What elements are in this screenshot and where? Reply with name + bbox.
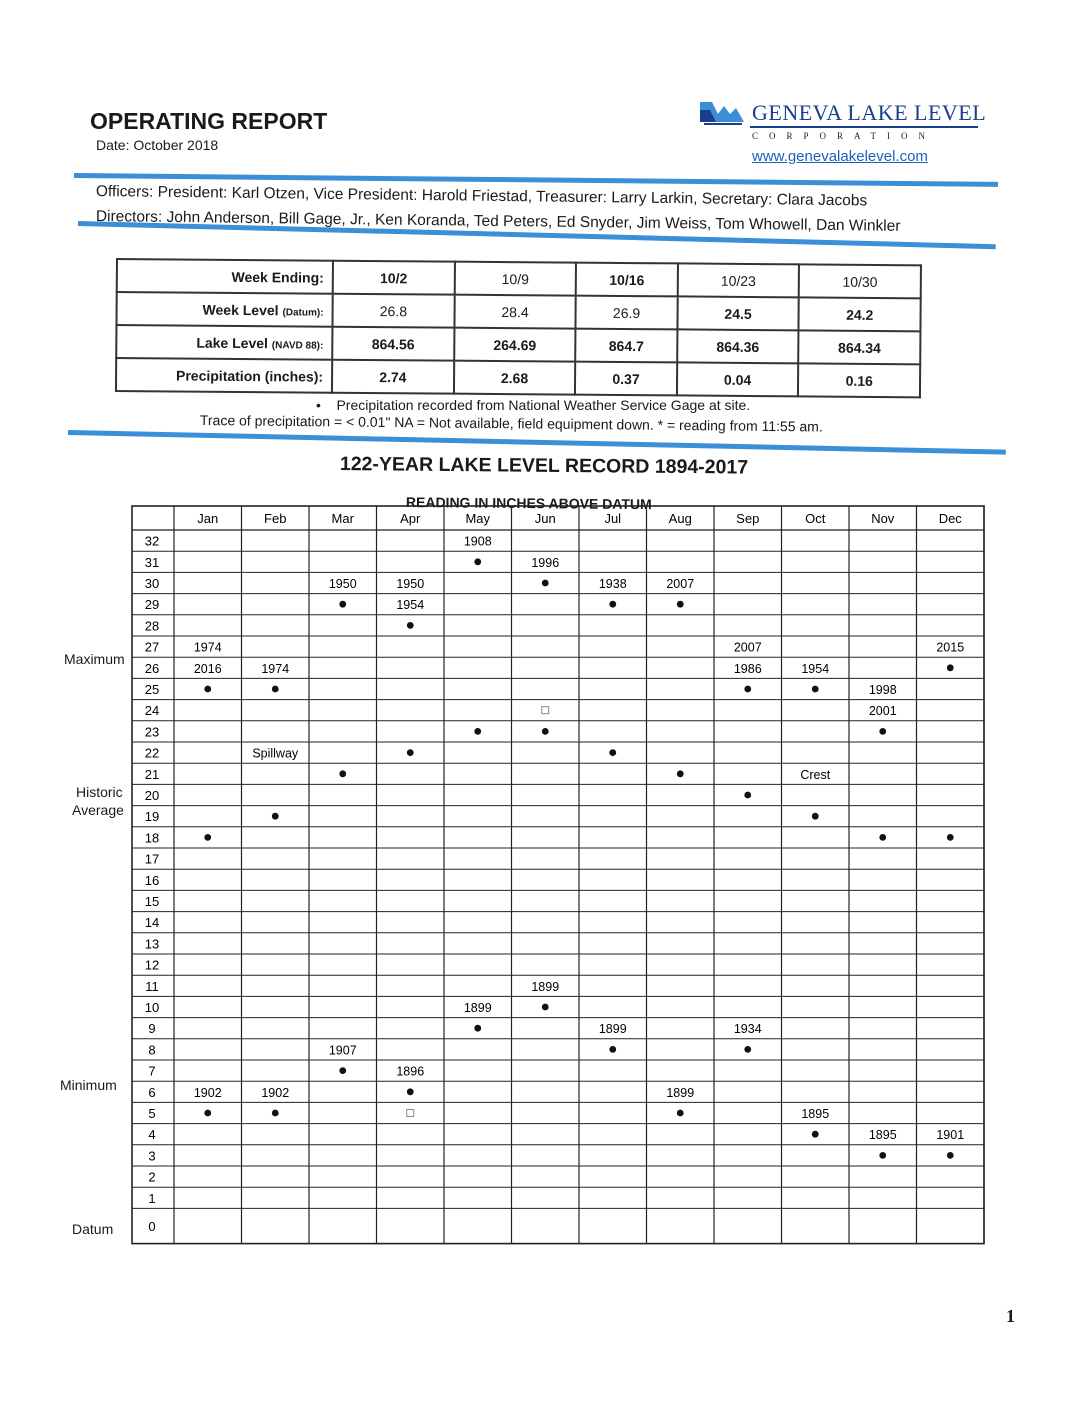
month-header: Jul [604,511,622,526]
officers-line: Officers: President: Karl Otzen, Vice President: Harold Friestad, Treasurer: Larry Larkin, Secretary: Clara Jacobs [95,183,868,210]
maximum-year-label: 1986 [733,661,762,676]
week-ending-cell: 10/2 [333,261,455,295]
maximum-point [744,686,751,693]
month-header: May [465,511,491,526]
y-tick-label: 5 [148,1106,156,1121]
average-point [744,792,751,799]
y-tick-label: 22 [144,745,160,761]
month-header: Oct [805,511,826,526]
lake-level-label [116,325,332,360]
month-header: Aug [668,511,692,526]
week-level-cell: 28.4 [454,295,576,329]
datum-label: Datum [72,1221,114,1237]
y-tick-label: 7 [148,1063,156,1079]
maximum-point [272,686,279,693]
month-header: Feb [264,511,287,526]
maximum-year-label: 2007 [733,640,762,655]
minimum-year-label: 1902 [261,1085,290,1100]
website-link[interactable]: www.genevalakelevel.com [752,148,928,165]
maximum-year-label: 1938 [598,577,627,591]
minimum-year-label: 1895 [801,1107,830,1121]
record-title: 122-YEAR LAKE LEVEL RECORD 1894-2017 [339,453,749,479]
maximum-point [947,664,954,671]
month-header: Apr [400,511,421,526]
precipitation-source-text: Precipitation recorded from National Weather Service Gage at site. [336,397,751,413]
average-point [609,749,616,756]
y-tick-label: 0 [148,1219,156,1234]
month-header: Jun [534,511,556,526]
y-tick-label: 11 [145,978,159,994]
month-header: Sep [736,511,760,526]
maximum-point [879,728,886,735]
page-number: 1 [1006,1306,1015,1326]
y-tick-label: 13 [144,936,160,952]
chart-grid [132,506,984,1244]
month-header: Mar [331,511,354,526]
y-tick-label: 24 [144,703,160,719]
week-level-cell: 24.2 [799,297,921,331]
y-tick-label: 8 [148,1042,156,1058]
maximum-point [677,601,684,608]
minimum-point [812,1131,819,1138]
week-level-unit: (Datum): [282,306,324,319]
minimum-label: Minimum [60,1077,117,1093]
average-point [204,834,211,841]
maximum-year-label: 1998 [868,683,897,697]
y-tick-label: 1 [148,1190,156,1206]
average-point [812,813,819,820]
precipitation-cell: 0.16 [798,363,920,397]
minimum-point [609,1046,616,1053]
minimum-point [407,1088,414,1095]
lake-level-cell: 864.36 [677,329,799,363]
precipitation-source-note [316,397,750,413]
minimum-year-label: 1899 [666,1085,695,1100]
lake-level-label-text: Lake Level [196,334,269,351]
average-label: Average [72,802,124,818]
week-level-label [116,292,332,327]
week-level-cell: 26.8 [332,294,454,328]
minimum-point [204,1110,211,1117]
minimum-point [474,1025,481,1032]
maximum-year-label: 1974 [193,640,222,655]
week-ending-cell: 10/23 [677,263,799,297]
minimum-point [744,1046,751,1053]
y-tick-label: 21 [144,766,160,782]
maximum-point [339,601,346,608]
month-header: Dec [938,511,962,526]
minimum-point [947,1152,954,1159]
minimum-year-label: 1899 [463,1001,492,1015]
average-point [474,728,481,735]
annotation-label: Spillway [252,746,299,761]
y-tick-label: 28 [144,618,160,634]
maximum-point [204,686,211,693]
average-point [272,813,279,820]
month-header: Jan [197,511,219,526]
divider-bar-lower [68,430,1006,455]
weekly-readings-table [115,258,922,398]
minimum-point [677,1110,684,1117]
logo-rule [750,126,978,128]
logo-company-name: GENEVA LAKE LEVEL [752,100,987,125]
maximum-point [609,601,616,608]
report-date: Date: October 2018 [96,137,219,153]
minimum-point [879,1152,886,1159]
maximum-point [542,580,549,587]
y-tick-label: 20 [144,788,160,803]
minimum-point [339,1067,346,1074]
minimum-year-label: 1902 [193,1085,222,1100]
maximum-label: Maximum [64,651,125,667]
maximum-year-label: 1974 [261,661,290,676]
y-tick-label: 16 [144,872,160,888]
open-marker [407,1110,414,1117]
week-level-cell: 26.9 [576,296,678,330]
historic-label: Historic [76,784,123,800]
precipitation-cell: 2.74 [332,360,454,394]
lake-level-record-chart [128,500,988,1275]
y-tick-label: 30 [144,576,160,591]
minimum-point [542,1004,549,1011]
maximum-year-label: 1954 [801,661,830,676]
minimum-year-label: 1901 [936,1128,965,1143]
open-marker [542,707,549,714]
y-tick-label: 25 [144,682,160,697]
minimum-year-label: 1895 [868,1128,897,1143]
y-tick-label: 18 [144,830,160,846]
maximum-point [812,686,819,693]
chart-subtitle: READING IN INCHES ABOVE DATUM [405,494,652,513]
minimum-year-label: 1899 [531,979,560,994]
week-level-label-text: Week Level [202,301,279,318]
y-tick-label: 23 [144,724,160,740]
y-tick-label: 10 [144,1000,160,1015]
maximum-point [407,622,414,629]
lake-level-unit: (NAVD 88): [271,339,324,352]
lake-level-cell: 264.69 [454,328,576,362]
directors-line: Directors: John Anderson, Bill Gage, Jr., Ken Koranda, Ted Peters, Ed Snyder, Jim Weiss, Tom Whowell, Dan Winkler [95,208,901,235]
trace-note: Trace of precipitation = < 0.01" NA = Not available, field equipment down. * = reading from 11:55 am. [199,412,823,435]
y-tick-label: 29 [144,597,160,613]
week-ending-cell: 10/9 [454,262,576,296]
annotation-label: Crest [800,767,831,782]
y-tick-label: 17 [144,851,160,867]
y-tick-label: 15 [144,894,160,909]
y-tick-label: 4 [148,1127,156,1143]
y-tick-label: 9 [148,1021,156,1037]
precipitation-label: Precipitation (inches): [116,358,332,393]
maximum-year-label: 1908 [463,534,492,549]
report-title: OPERATING REPORT [90,108,328,134]
logo-corporation: CORPORATION [752,131,937,141]
maximum-year-label: 2001 [868,704,897,719]
minimum-year-label: 1896 [396,1064,425,1079]
week-level-cell: 24.5 [677,296,799,330]
y-tick-label: 32 [144,533,160,549]
table-row-precipitation [116,358,920,397]
maximum-year-label: 1996 [531,555,560,570]
week-ending-cell: 10/16 [576,263,678,297]
maximum-year-label: 1954 [396,598,425,613]
maximum-year-label: 2007 [666,577,695,591]
maximum-year-label: 1950 [328,577,357,591]
y-tick-label: 27 [144,639,160,655]
minimum-year-label: 1899 [598,1022,627,1037]
average-point [339,770,346,777]
precipitation-cell: 2.68 [454,361,576,395]
geneva-lake-logo-icon [698,100,746,126]
maximum-year-label: 1950 [396,577,425,591]
bullet-icon: • [316,397,337,413]
week-ending-cell: 10/30 [799,264,921,298]
average-point [542,728,549,735]
average-point [677,770,684,777]
y-tick-label: 6 [148,1084,156,1100]
week-ending-label: Week Ending: [117,259,333,294]
chart-frame [132,506,984,1244]
y-tick-label: 12 [144,957,160,973]
lake-level-cell: 864.34 [799,330,921,364]
precipitation-cell: 0.37 [575,362,677,396]
y-tick-label: 2 [148,1169,156,1185]
y-tick-label: 3 [148,1148,156,1164]
minimum-year-label: 1907 [328,1043,357,1058]
average-point [947,834,954,841]
precipitation-cell: 0.04 [677,362,799,396]
maximum-year-label: 2016 [193,661,222,676]
lake-level-cell: 864.56 [332,327,454,361]
lake-level-cell: 864.7 [575,329,677,363]
y-tick-label: 26 [144,660,160,676]
month-header: Nov [871,511,895,526]
average-point [879,834,886,841]
minimum-point [272,1110,279,1117]
y-tick-label: 31 [144,554,160,570]
maximum-point [474,558,481,565]
maximum-year-label: 2015 [936,640,965,655]
y-tick-label: 19 [144,809,160,825]
y-tick-label: 14 [144,915,160,931]
minimum-year-label: 1934 [733,1022,762,1037]
average-point [407,749,414,756]
